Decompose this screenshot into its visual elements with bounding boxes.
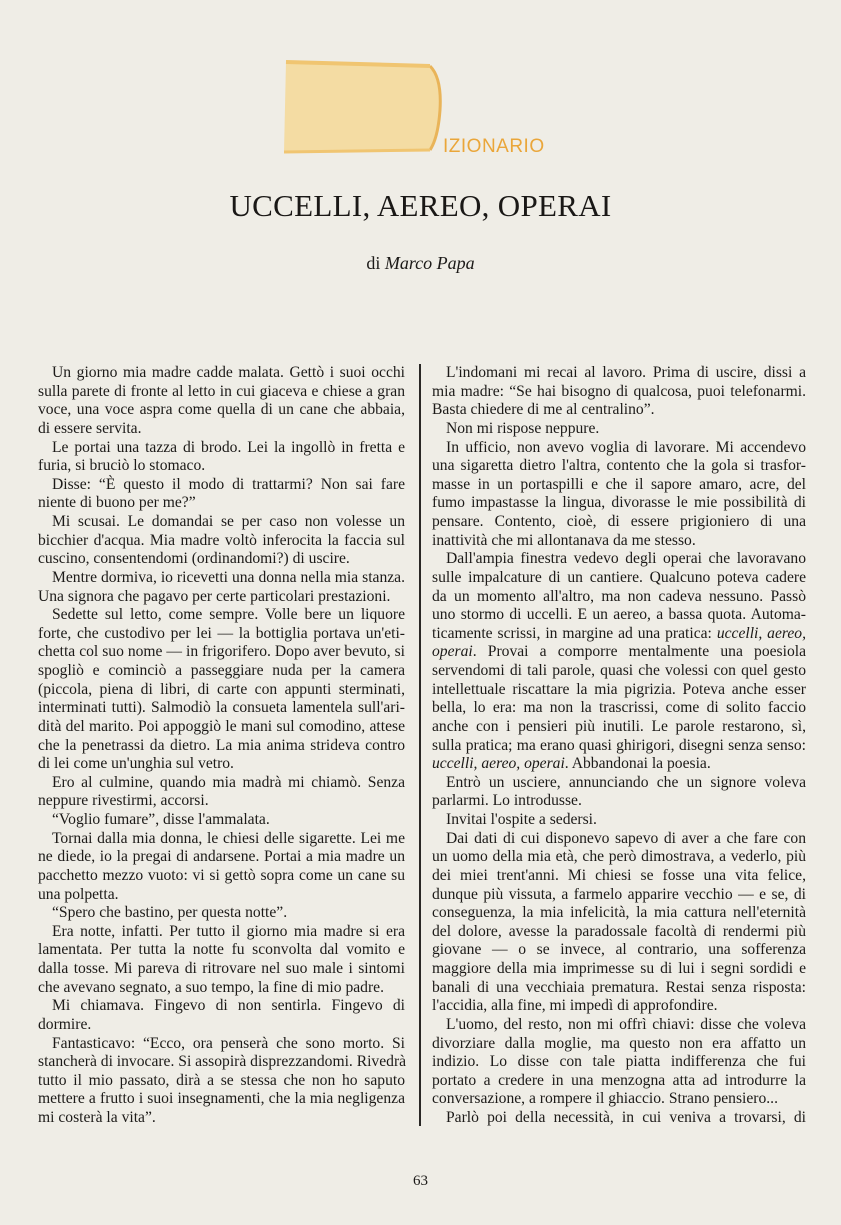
column-divider (419, 364, 421, 1126)
text-line (432, 625, 806, 644)
text-line: pensare. Contento, cioè, di essere prigioniero di una (432, 513, 806, 530)
text-line: niente di buono per me?” (38, 494, 196, 512)
text-line: parlarmi. Lo introdusse. (432, 792, 582, 810)
paragraph (38, 569, 405, 606)
text-line: chetta col suo nome — in frigorifero. Dopo aver bevuto, si (38, 643, 405, 661)
text-line: un uomo della mia età, che però dimostrava, a vederlo, più (432, 848, 806, 866)
text-line: furia, si bruciò lo stomaco. (38, 457, 206, 475)
text-line: lamentata. Per tutta la notte fu sconvolta dal vomito e (38, 941, 405, 959)
paragraph (38, 774, 405, 811)
text-line: Le portai una tazza di brodo. Lei la ingollò in fretta e (52, 438, 405, 456)
text-line: indizio. Lo disse con tale piatta indifferenza che fui (432, 1053, 806, 1071)
paragraph (38, 1035, 405, 1128)
text-line: mettere a frutto i suoi insegnamenti, che la mia negligenza (38, 1090, 405, 1108)
text-line: maggiore della mia imprimesse su di lui i segni sordidi e (432, 960, 806, 977)
text-line: una sigaretta dietro l'altra, contento che la gola si trasfor- (432, 457, 806, 475)
text-line: Mentre dormiva, io ricevetti una donna nella mia stanza. (52, 568, 405, 586)
italic-text: uccelli, aereo, operai (432, 755, 565, 773)
text-line: che la penetrassi da dietro. La mia anima strideva contro (38, 736, 405, 754)
italic-text: uccelli, aereo, (716, 624, 807, 642)
text-line (432, 755, 806, 774)
text-line: spogliò e cominciò a passeggiare nuda per la camera (38, 662, 405, 679)
text-line: di essere servita. (38, 419, 142, 437)
text-line: sulle impalcature di un cantiere. Qualcuno poteva cadere (432, 568, 806, 586)
text-line: L'indomani mi recai al lavoro. Prima di uscire, dissi a (446, 364, 806, 381)
text-line: intellettuale riscattare la mia pigrizia. Poteva anche esser (432, 680, 806, 698)
text-column-right (432, 364, 806, 1128)
text-line: conseguenza, la mia infelicità, la mia cattura nell'eternità (432, 904, 806, 922)
byline-prefix: di (366, 253, 381, 273)
text-line: banali di una vecchiaia prematura. Restai senza risposta: (432, 978, 806, 996)
text-line: mia madre: “Se hai bisogno di qualcosa, puoi telefonarmi. (432, 382, 806, 400)
page-number: 63 (413, 1173, 428, 1189)
paragraph (38, 923, 405, 998)
text-column-left (38, 364, 405, 1128)
paragraph (432, 550, 806, 774)
text-line: neppure rivestirmi, accorsi. (38, 792, 209, 810)
text-line: divorziare dalla moglie, ma questo non era affatto un (432, 1034, 806, 1052)
paragraph (432, 811, 806, 830)
text-line: Un giorno mia madre cadde malata. Gettò i suoi occhi (52, 364, 405, 381)
paragraph (432, 774, 806, 811)
text-line: bicchier d'acqua. Mia madre voltò inferocita la faccia sul (38, 531, 405, 549)
section-label: IZIONARIO (443, 136, 545, 157)
text-line: sulla parete di fronte al letto in cui giaceva e chiese a gran (38, 382, 405, 400)
text-line: “Voglio fumare”, disse l'ammalata. (52, 811, 270, 828)
paragraph (38, 997, 405, 1034)
paragraph (432, 439, 806, 551)
text-line (432, 643, 806, 662)
text-line: sulla pratica; ma erano quasi ghirigori, disegni senza senso: (432, 736, 806, 754)
text-line: che avevano segnato, a suo tempo, la fine di mio padre. (38, 978, 384, 996)
text-line: interminati tutti). Salmodiò la consueta lamentela sull'ari- (38, 699, 405, 717)
text-segment: . Provai a comporre mentalmente una poesiola (472, 643, 806, 661)
text-line: dalla tosse. Mi pareva di ritrovare nel suo male i sintomi (38, 960, 405, 977)
paragraph (432, 420, 806, 439)
text-line: inattività che mi allontanava da me stesso. (432, 531, 696, 549)
paragraph (432, 1016, 806, 1109)
paragraph (432, 830, 806, 1016)
paragraph (38, 904, 405, 923)
text-line: (piccola, piena di libri, di carte con appunti sterminati, (38, 680, 405, 698)
text-line: dormire. (38, 1015, 92, 1033)
text-line: mi costerà la vita”. (38, 1109, 156, 1126)
text-line: Sedette sul letto, come sempre. Volle bere un liquore (52, 606, 405, 624)
text-line: Disse: “È questo il modo di trattarmi? Non sai fare (52, 475, 405, 493)
text-line: “Spero che bastino, per questa notte”. (52, 904, 288, 922)
paragraph (38, 513, 405, 569)
byline (0, 253, 841, 274)
text-line: Mi scusai. Le domandai se per caso non volesse un (52, 513, 405, 530)
text-line: Entrò un usciere, annunciando che un signore voleva (446, 773, 806, 791)
text-line: di lei come un'unghia sul vetro. (38, 755, 234, 773)
author-name: Marco Papa (384, 253, 475, 273)
text-line: servendomi di tali parole, quasi che volessi con quel gesto (432, 662, 806, 679)
text-line: stancherà di invocare. Si assopirà disprezzandomi. Rivedrà (38, 1053, 407, 1071)
text-line: portato a credere in una menzogna atta ad introdurre la (432, 1071, 806, 1089)
paragraph (38, 476, 405, 513)
text-line: Invitai l'ospite a sedersi. (446, 811, 597, 828)
text-line: masse in un portaspilli e che il sapore amaro, acre, del (432, 475, 806, 493)
text-line: ne diede, io la pregai di andarsene. Portai a mia madre un (38, 848, 405, 866)
text-line: In ufficio, non avevo voglia di lavorare. Mi accendevo (446, 438, 806, 456)
paragraph (432, 364, 806, 420)
text-line: dei miei trent'anni. Mi chiesi se fosse una vita felice, (432, 866, 806, 884)
paragraph (432, 1109, 806, 1128)
text-line: da un momento all'altro, ma non cadeva nessuno. Passò (432, 587, 806, 605)
book-illustration (280, 58, 445, 163)
paragraph (38, 811, 405, 830)
text-line: giovane — o se invece, al contrario, una sofferenza (432, 941, 806, 959)
text-line: bella, lo era: ma non la trascrissi, come di solito faccio (432, 699, 806, 717)
text-line: Dall'ampia finestra vedevo degli operai che lavoravano (446, 550, 806, 568)
text-line: Mi chiamava. Fingevo di non sentirla. Fingevo di (52, 997, 405, 1015)
text-line: cuscino, consentendomi (ordinandomi?) di uscire. (38, 550, 350, 568)
text-line: conversazione, a rompere il ghiaccio. Strano pensiero... (432, 1090, 778, 1108)
text-line: Una signora che pagavo per certe particolari prestazioni. (38, 587, 391, 605)
text-line: l'accidia, alla fine, mi impedì di approfondire. (432, 997, 718, 1015)
text-line: dunque più vissuta, a farmelo apparire vecchio — e se, di (432, 885, 806, 903)
text-line: uno stormo di uccelli. E un aereo, a bassa quota. Automa- (432, 606, 806, 624)
article-title: UCCELLI, AEREO, OPERAI (229, 188, 612, 223)
text-segment: . Abbandonai la poesia. (564, 755, 711, 773)
text-line: fumo impastasse la lingua, divorasse le mie possibilità di (432, 494, 806, 512)
text-line: dità del marito. Poi appoggiò le mani sul comodino, attese (38, 717, 405, 735)
text-line: del dolore, avesse la paradossale facoltà di rendermi più (432, 922, 806, 940)
text-line: Dai dati di cui disponevo sapevo di aver a che fare con (446, 829, 806, 847)
paragraph (38, 364, 405, 439)
paragraph (38, 606, 405, 774)
text-line: Parlò poi della necessità, in cui veniva a trovarsi, di (446, 1109, 806, 1126)
text-line: Tornai dalla mia donna, le chiesi delle sigarette. Lei me (52, 829, 405, 847)
text-line: anche con i pensieri più inutili. Le parole restarono, sì, (432, 717, 806, 735)
italic-text: operai (432, 643, 473, 661)
text-segment: ticamente scrissi, in margine ad una pratica: (432, 624, 717, 642)
paragraph (38, 830, 405, 905)
text-line: Fantasticavo: “Ecco, ora penserà che sono morto. Si (52, 1034, 405, 1052)
text-line: L'uomo, del resto, non mi offrì chiavi: disse che voleva (446, 1015, 806, 1033)
paragraph (38, 439, 405, 476)
text-line: Non mi rispose neppure. (446, 419, 600, 437)
text-line: Basta chiedere di me al centralino”. (432, 401, 655, 419)
text-line: forte, che custodivo per lei — la bottiglia portava un'eti- (38, 624, 405, 642)
text-line: Ero al culmine, quando mia madrà mi chiamò. Senza (52, 773, 405, 791)
text-line: pacchetto mezzo vuoto: vi si gettò sopra come un cane su (38, 866, 405, 884)
text-line: una polpetta. (38, 885, 119, 903)
text-line: voce, una voce aspra come quella di un cane che abbaia, (38, 401, 405, 419)
text-line: tutto il mio passato, dirà a se stessa che non ho saputo (38, 1071, 405, 1089)
text-line: Era notte, infatti. Per tutto il giorno mia madre si era (52, 922, 405, 940)
